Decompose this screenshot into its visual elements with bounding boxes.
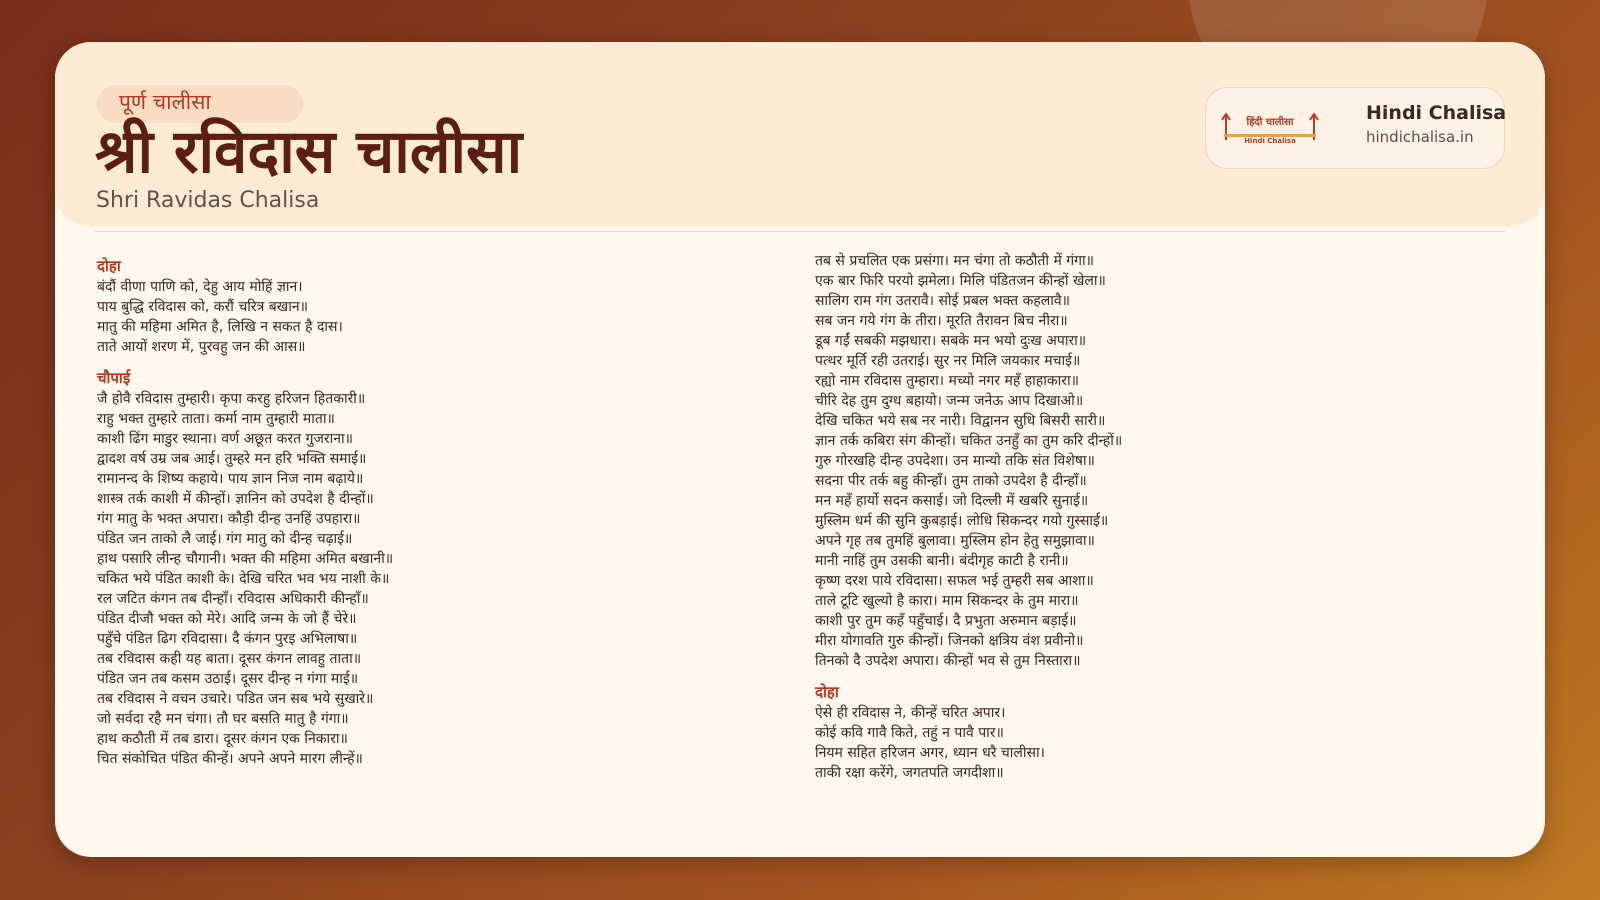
verse-line: चीरि देह तुम दुग्ध बहायो। जन्म जनेऊ आप दिखाओ॥ xyxy=(815,393,1084,409)
verse-line: रामानन्द के शिष्य कहाये। पाय ज्ञान निज नाम बढ़ाये॥ xyxy=(97,471,364,487)
verse-line: डूब गईं सबकी मझधारा। सबके मन भयो दुःख अपारा॥ xyxy=(815,333,1087,349)
doha-heading: दोहा xyxy=(97,257,121,275)
brand-box[interactable] xyxy=(1205,87,1505,169)
verse-line: तिनको दै उपदेश अपारा। कीन्हों भव से तुम निस्तारा॥ xyxy=(815,653,1081,669)
verse-line: नियम सहित हरिजन अगर, ध्यान धरै चालीसा। xyxy=(815,745,1045,761)
verse-line: हाथ कठौती में तब डारा। दूसर कंगन एक निकारा॥ xyxy=(97,731,348,747)
verse-line: काशी ढिंग माडुर स्थाना। वर्ण अछूत करत गुजराना॥ xyxy=(97,431,353,447)
verse-line: पंडित जन तब कसम उठाई। दूसर दीन्ह न गंगा माई॥ xyxy=(97,671,359,687)
verse-line: मानी नाहिं तुम उसकी बानी। बंदीगृह काटी है रानी॥ xyxy=(815,553,1069,569)
closing-doha xyxy=(815,703,1495,783)
verse-line: ताकी रक्षा करेंगे, जगतपति जगदीशा॥ xyxy=(815,765,1004,781)
verse-line: पंडित जन ताको लै जाई। गंग मातु को दीन्ह चढ़ाई॥ xyxy=(97,531,353,547)
brand-url[interactable]: hindichalisa.in xyxy=(1366,128,1474,146)
verse-line: गंग मातु के भक्त अपारा। कौड़ी दीन्ह उनहिं उपहारा॥ xyxy=(97,511,361,527)
verse-line: पत्थर मूर्ति रही उतराई। सुर नर मिलि जयकार मचाई॥ xyxy=(815,353,1081,369)
verse-line: ऐसे ही रविदास ने, कीन्हें चरित अपार। xyxy=(815,705,1006,721)
opening-doha xyxy=(97,277,777,357)
logo-english-text: Hindi Chalisa xyxy=(1244,137,1296,145)
verse-line: तब रविदास ने वचन उचारे। पडित जन सब भये सुखारे॥ xyxy=(97,691,374,707)
verse-line: मन महँ हार्यो सदन कसाई। जो दिल्ली में खबरि सुनाई॥ xyxy=(815,493,1089,509)
verse-line: गुरु गोरखहि दीन्ह उपदेशा। उन मान्यो तकि संत विशेषा॥ xyxy=(815,453,1095,469)
verse-line: कृष्ण दरश पाये रविदासा। सफल भई तुम्हरी सब आशा॥ xyxy=(815,573,1094,589)
verse-line: तब रविदास कही यह बाता। दूसर कंगन लावहु ताता॥ xyxy=(97,651,362,667)
verse-line: तब से प्रचलित एक प्रसंगा। मन चंगा तो कठौती में गंगा॥ xyxy=(815,253,1095,269)
left-column xyxy=(97,251,777,769)
verse-line: शास्त्र तर्क काशी में कीन्हों। ज्ञानिन को उपदेश है दीन्हों॥ xyxy=(97,491,374,507)
card-header xyxy=(55,42,1545,227)
verse-line: मीरा योगावति गुरु कीन्हों। जिनको क्षत्रिय वंश प्रवीनो॥ xyxy=(815,633,1084,649)
verse-line: सालिग राम गंग उतरावै। सोई प्रबल भक्त कहलावै॥ xyxy=(815,293,1071,309)
verse-line: काशी पुर तुम कहँ पहुँचाई। दै प्रभुता अरुमान बड़ाई॥ xyxy=(815,613,1077,629)
closing-doha-heading: दोहा xyxy=(815,683,839,701)
verse-line: ताले टूटि खुल्यो है कारा। माम सिकन्दर के तुम मारा॥ xyxy=(815,593,1079,609)
verse-line: द्वादश वर्ष उम्र जब आई। तुम्हरे मन हरि भक्ति समाई॥ xyxy=(97,451,367,467)
verse-line: अपने गृह तब तुमहिं बुलावा। मुस्लिम होन हेतु समुझावा॥ xyxy=(815,533,1095,549)
verse-line: मातु की महिमा अमित है, लिखि न सकत है दास। xyxy=(97,319,343,335)
verse-line: बंदौं वीणा पाणि को, देहु आय मोहिं ज्ञान। xyxy=(97,279,303,295)
verse-line: ताते आयों शरण में, पुरवहु जन की आस॥ xyxy=(97,339,306,355)
page-title: श्री रविदास चालीसा xyxy=(95,117,523,187)
header-divider xyxy=(95,231,1505,232)
verse-line: सब जन गये गंग के तीरा। मूरति तैरावन बिच नीरा॥ xyxy=(815,313,1068,329)
verse-line: पंडित दीजौ भक्त को मेरे। आदि जन्म के जो हैं चेरे॥ xyxy=(97,611,357,627)
verse-line: राहु भक्त तुम्हारे ताता। कर्मा नाम तुम्हारी माता॥ xyxy=(97,411,335,427)
verse-line: मुस्लिम धर्म की सुनि कुबड़ाई। लोधि सिकन्दर गयो गुस्साई॥ xyxy=(815,513,1109,529)
brand-name: Hindi Chalisa xyxy=(1366,102,1507,124)
page-subtitle: Shri Ravidas Chalisa xyxy=(96,188,320,213)
verse-line: जै होवै रविदास तुम्हारी। कृपा करहु हरिजन हितकारी॥ xyxy=(97,391,366,407)
verse-line: रह्यो नाम रविदास तुम्हारा। मच्यो नगर महँ हाहाकारा॥ xyxy=(815,373,1079,389)
verse-line: हाथ पसारि लीन्ह चौगानी। भक्त की महिमा अमित बखानी॥ xyxy=(97,551,394,567)
verse-line: रल जटित कंगन तब दीन्हाँ। रविदास अधिकारी कीन्हाँ॥ xyxy=(97,591,369,607)
chaupai-heading: चौपाई xyxy=(97,369,131,387)
badge-label: पूर्ण चालीसा xyxy=(119,90,211,114)
right-column xyxy=(815,251,1495,783)
chalisa-card xyxy=(55,42,1545,857)
logo-hindi-text: हिंदी चालीसा xyxy=(1246,117,1294,128)
chaupai-verses-right xyxy=(815,251,1495,671)
verse-line: चित संकोचित पंडित कीन्हें। अपने अपने मारग लीन्हें॥ xyxy=(97,751,363,767)
verse-line: जो सर्वदा रहै मन चंगा। तौ घर बसति मातु है गंगा॥ xyxy=(97,711,349,727)
chaupai-verses-left xyxy=(97,389,777,769)
verse-line: पाय बुद्धि रविदास को, करौं चरित्र बखान॥ xyxy=(97,299,308,315)
verse-line: सदना पीर तर्क बहु कीन्हाँ। तुम ताको उपदेश है दीन्हाँ॥ xyxy=(815,473,1087,489)
verse-line: एक बार फिरि परयो झमेला। मिलि पंडितजन कीन्हों खेला॥ xyxy=(815,273,1106,289)
verse-line: चकित भये पंडित काशी के। देखि चरित भव भय नाशी के॥ xyxy=(97,571,390,587)
verse-line: देखि चकित भये सब नर नारी। विद्वानन सुधि बिसरी सारी॥ xyxy=(815,413,1106,429)
verse-line: पहुँचे पंडित ढिग रविदासा। दै कंगन पुरइ अभिलाषा॥ xyxy=(97,631,358,647)
verse-line: कोई कवि गावै किते, तहुं न पावै पार॥ xyxy=(815,725,1004,741)
hindi-chalisa-logo-icon xyxy=(1220,110,1320,148)
verse-line: ज्ञान तर्क कबिरा संग कीन्हों। चकित उनहुँ का तुम करि दीन्हों॥ xyxy=(815,433,1123,449)
